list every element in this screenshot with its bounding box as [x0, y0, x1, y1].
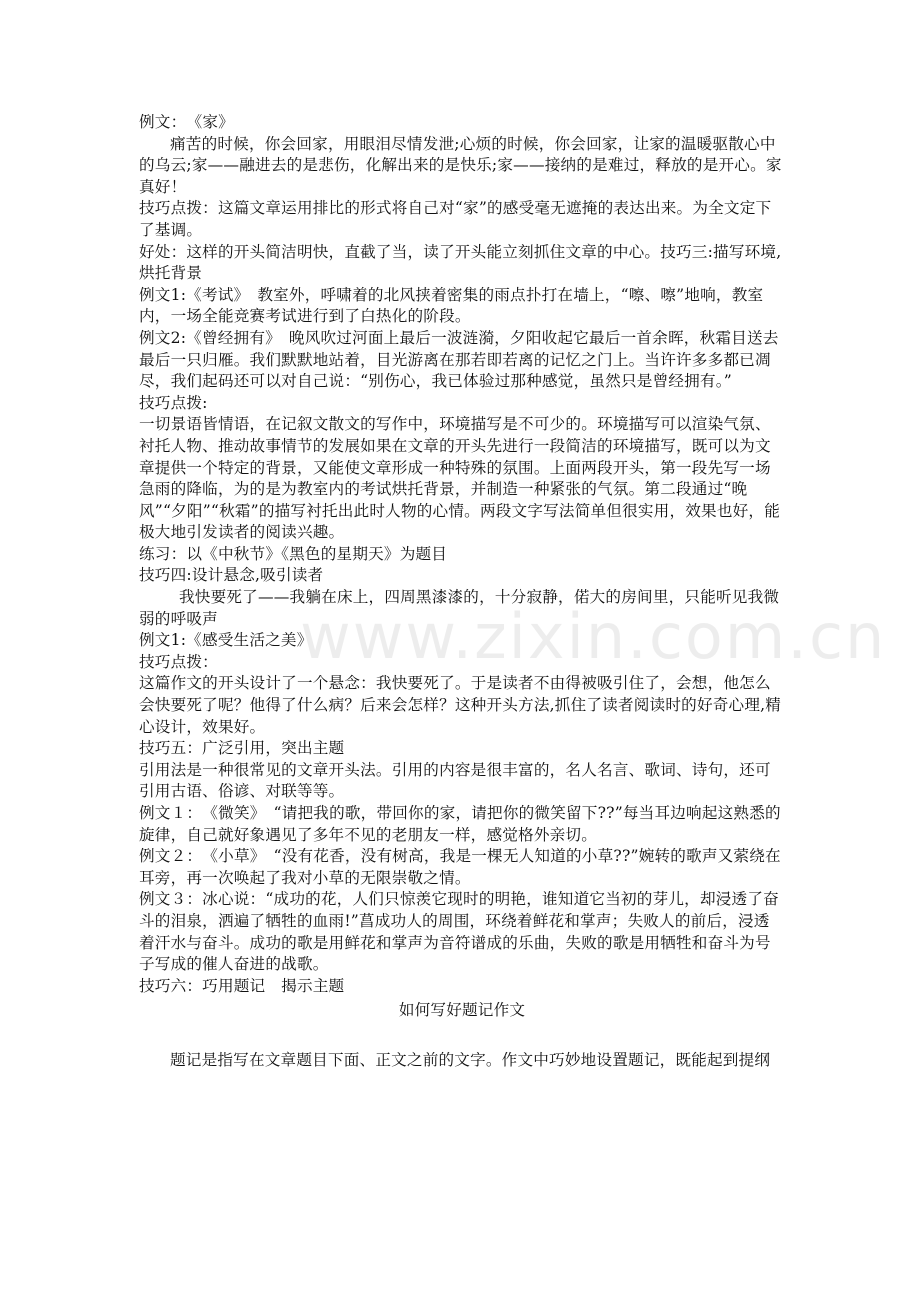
watermark: www.zixin.com.cn: [300, 600, 887, 673]
benefit-paragraph: 好处：这样的开头简洁明快，直截了当，读了开头能立刻抓住文章的中心。技巧三:描写环境,烘托背景: [139, 242, 782, 283]
example-text-home: 痛苦的时候，你会回家，用眼泪尽情发泄;心烦的时候，你会回家，让家的温暖驱散心中的乌云;家——融进去的是悲伤，化解出来的是快乐;家——接纳的是难过，释放的是开心。家真好！: [139, 134, 782, 196]
environment-description-paragraph: 一切景语皆情语，在记叙文散文的写作中，环境描写是不可少的。环境描写可以渲染气氛、衬托人物、推动故事情节的发展如果在文章的开头先进行一段简洁的环境描写，既可以为文章提供一个特定的背景，又能使文章形成一种特殊的氛围。上面两段开头，第一段先写一场急雨的降临，为的是为教室内的考试烘托背景，并制造一种紧张的气氛。第二段通过“晚风”“夕阳”“秋霜”的描写衬托出此时人物的心情。两段文字写法简单但很实用，效果也好，能极大地引发读者的阅读兴趣。: [139, 415, 781, 542]
example-smile: 例文１： 《微笑》 “请把我的歌，带回你的家，请把你的微笑留下??”每当耳边响起这熟悉的旋律，自己就好象遇见了多年不见的老朋友一样，感觉格外亲切。: [139, 804, 781, 844]
quotation-method-paragraph: 引用法是一种很常见的文章开头法。引用的内容是很丰富的，名人名言、歌词、诗句，还可引用古语、俗谚、对联等等。: [139, 760, 771, 801]
example-feel-life: 例文1:《感受生活之美》: [139, 631, 313, 650]
practice-line: 练习：以《中秋节》《黑色的星期天》为题目: [139, 544, 448, 563]
example-bingxin: 例文３：冰心说：“成功的花，人们只惊羡它现时的明艳，谁知道它当初的芽儿，却浸透了奋斗的泪泉，洒遍了牺牲的血雨!”菖成功人的周围，环绕着鲜花和掌声；失败人的前后，浸透着汗水与奋斗。成功的歌是用鲜花和掌声为音符谱成的乐曲，失败的歌是用牺牲和奋斗为号子写成的催人奋进的战歌。: [139, 890, 779, 974]
technique-six-heading: 技巧六：巧用题记 揭示主题: [139, 976, 345, 995]
technique-five-heading: 技巧五：广泛引用，突出主题: [139, 739, 345, 758]
document-body: [139, 112, 785, 1072]
suspense-explanation: 这篇作文的开头设计了一个悬念：我快要死了。于是读者不由得被吸引住了，会想，他怎么会快要死了呢？他得了什么病？后来会怎样？这种开头方法,抓住了读者阅读时的好奇心理,精心设计，效果好。: [139, 674, 782, 736]
example-heading-home: 例文： 《家》: [139, 113, 234, 131]
tip-note-home: 技巧点拨：这篇文章运用排比的形式将自己对“家”的感受毫无遮掩的表达出来。为全文定下了基调。: [139, 199, 772, 239]
section-title: 如何写好题记作文: [398, 1001, 526, 1020]
technique-four-heading: 技巧四:设计悬念,吸引读者: [139, 566, 324, 585]
example-exam: 例文1:《考试》 教室外，呼啸着的北风挟着密集的雨点扑打在墙上，“嚓、嚓”地响，教室内，一场全能竞赛考试进行到了白热化的阶段。: [139, 285, 764, 326]
suspense-example-text: 我快要死了——我躺在床上，四周黑漆漆的，十分寂静，偌大的房间里，只能听见我微弱的呼吸声: [139, 588, 780, 628]
tip-label: 技巧点拨:: [139, 393, 208, 412]
epigraph-definition-paragraph: 题记是指写在文章题目下面、正文之前的文字。作文中巧妙地设置题记，既能起到提纲: [170, 1050, 771, 1069]
example-once-owned: 例文2:《曾经拥有》 晚风吹过河面上最后一波涟漪，夕阳收起它最后一首余晖，秋霜目送去最后一只归雁。我们默默地站着，目光游离在那若即若离的记忆之门上。当许许多多都已凋尽，我们起码还可以对自己说：“别伤心，我已体验过那种感觉，虽然只是曾经拥有。”: [139, 328, 779, 391]
example-grass: 例文２： 《小草》 “没有花香，没有树高，我是一棵无人知道的小草??”婉转的歌声又萦绕在耳旁，再一次唤起了我对小草的无限崇敬之情。: [139, 847, 781, 887]
tip-label-2: 技巧点拨：: [139, 652, 218, 671]
